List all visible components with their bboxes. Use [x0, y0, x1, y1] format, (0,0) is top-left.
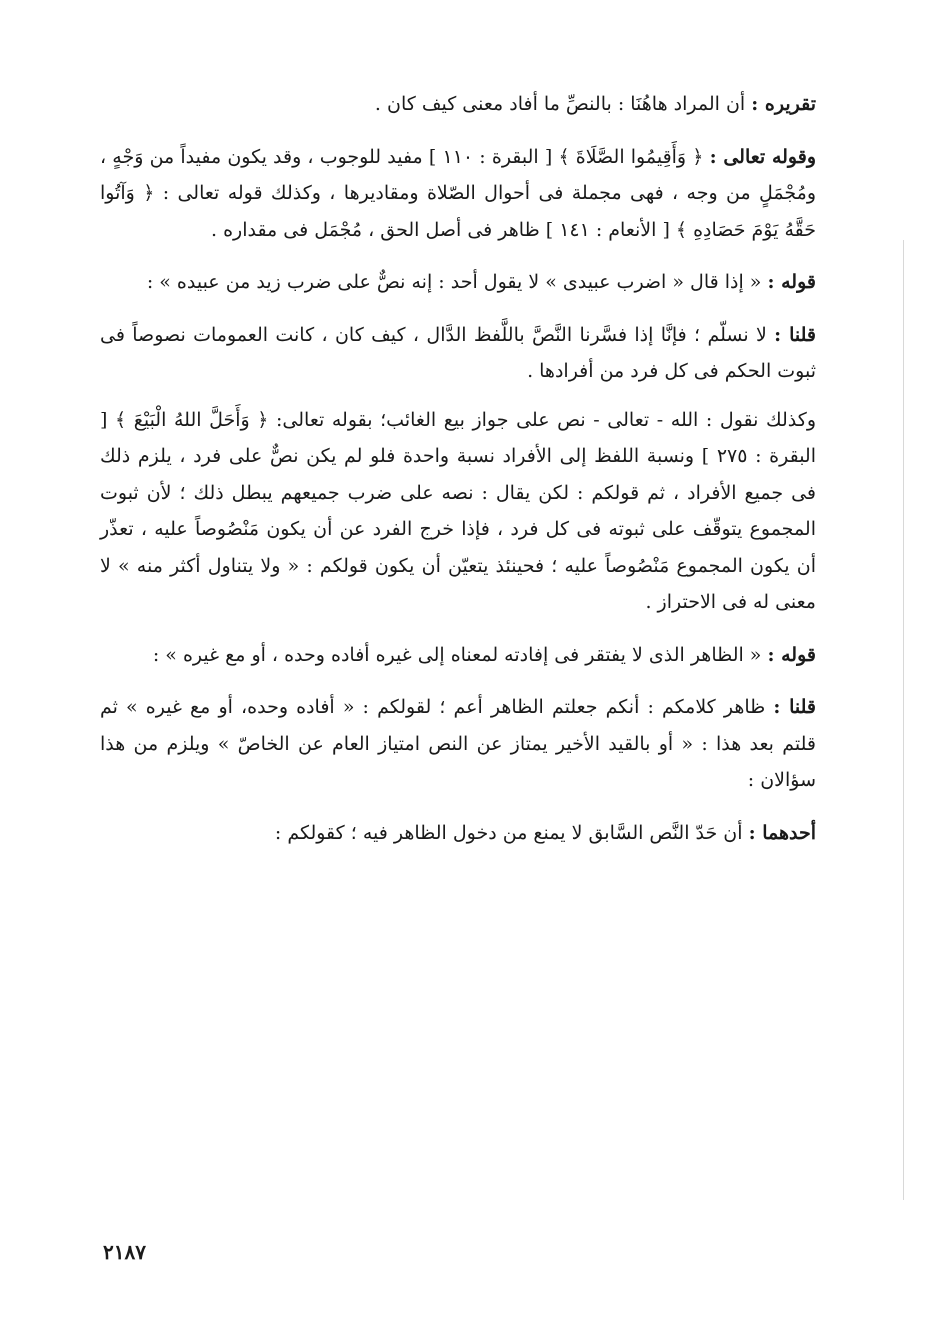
paragraph-lead: أحدهما :	[748, 821, 816, 844]
paragraph-text: ﴿ وَأَقِيمُوا الصَّلَاةَ ﴾ [ البقرة : ١١٠ ] مفيد للوجوب ، وقد يكون مفيداً من وَجْهٍ ، ومُجْمَلٍ من وجه ، فهى مجملة فى أحوال الصّلاة ومقاديرها ، وكذلك قوله تعالى : ﴿ وَآتُوا حَقَّهُ يَوْمَ حَصَادِهِ ﴾ [ الأنعام : ١٤١ ] ظاهر فى أصل الحق ، مُجْمَل فى مقداره .	[100, 145, 816, 241]
paragraph	[100, 317, 816, 390]
paragraph	[100, 86, 816, 123]
paragraph-lead: وكذلك نقول :	[705, 408, 817, 431]
paragraph-text: لا نسلّم ؛ فإنَّا إذا فسَّرنا النَّصَّ باللَّفظ الدَّال ، كيف كان ، كانت العمومات نصوصاً فى ثبوت الحكم فى كل فرد من أفرادها .	[100, 323, 816, 382]
text-body	[100, 86, 816, 851]
paragraph-lead: قلنا :	[774, 323, 816, 346]
page-number: ٢١٨٧	[103, 1240, 146, 1264]
paragraph	[100, 264, 816, 301]
paragraph-text: الله - تعالى - نص على جواز بيع الغائب؛ بقوله تعالى: ﴿ وَأَحَلَّ اللهُ الْبَيْعَ ﴾ [ البقرة : ٢٧٥ ] ونسبة اللفظ إلى الأفراد نسبة واحدة فلو لم يكن نصٌّ على فرد ، يلزم ذلك فى جميع الأفراد ، ثم قولكم : لكن يقال : نصه على ضرب جميعهم يبطل ذلك ؛ لأن ثبوت المجموع يتوقّف على ثبوته فى كل فرد ، فإذا خرج الفرد عن أن يكون مَنْصُوصاً عليه ، تعذّر أن يكون المجموع مَنْصُوصاً عليه ؛ فحينئذ يتعيّن أن يكون قولكم : « ولا يتناول أكثر منه » لا معنى له فى الاحتراز .	[100, 408, 816, 613]
paragraph	[100, 139, 816, 249]
paragraph-text: ظاهر كلامكم : أنكم جعلتم الظاهر أعم ؛ لقولكم : « أفاده وحده، أو مع غيره » ثم قلتم بعد هذا : « أو بالقيد الأخير يمتاز عن النص امتياز العام عن الخاصّ » ويلزم من هذا سؤالان :	[100, 696, 816, 791]
paragraph-lead: تقريره :	[751, 93, 816, 115]
paragraph-text: « الظاهر الذى لا يفتقر فى إفادته لمعناه إلى غيره أفاده وحده ، أو مع غيره » :	[152, 643, 768, 666]
paragraph	[100, 402, 816, 621]
paragraph-text: « إذا قال « اضرب عبيدى » لا يقول أحد : إنه نصٌّ على ضرب زيد من عبيده » :	[146, 271, 768, 293]
paragraph-text: أن حَدّ النَّص السَّابق لا يمنع من دخول الظاهر فيه ؛ كقولكم :	[274, 821, 749, 844]
scan-edge-line	[903, 240, 904, 1200]
paragraph-text: أن المراد هاهُنَا : بالنصِّ ما أفاد معنى كيف كان .	[374, 93, 752, 115]
paragraph-lead: قوله :	[767, 271, 816, 293]
paragraph	[100, 637, 816, 674]
paragraph	[100, 689, 816, 799]
paragraph-lead: قوله :	[767, 643, 816, 666]
paragraph	[100, 815, 816, 852]
paragraph-lead: قلنا :	[773, 696, 816, 718]
paragraph-lead: وقوله تعالى :	[709, 145, 816, 168]
